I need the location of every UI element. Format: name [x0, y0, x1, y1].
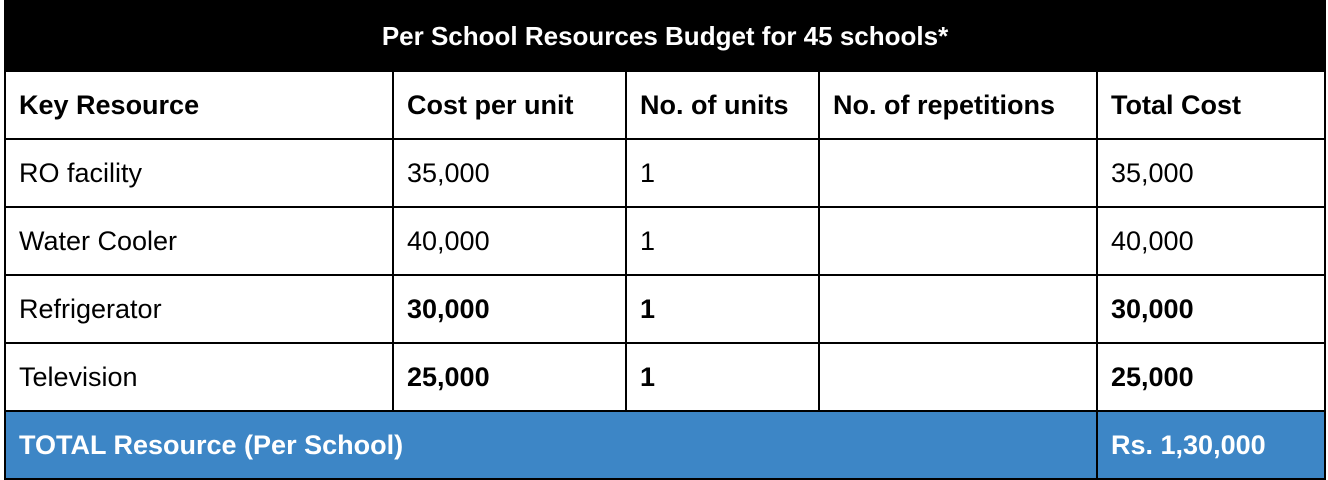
cell-units: 1 — [626, 139, 819, 207]
title-row — [5, 1, 1325, 71]
cell-units: 1 — [626, 207, 819, 275]
table-row — [5, 207, 1325, 275]
total-value: Rs. 1,30,000 — [1097, 411, 1325, 479]
table-row — [5, 275, 1325, 343]
cell-cost-per-unit: 35,000 — [393, 139, 626, 207]
header-cost-per-unit: Cost per unit — [393, 71, 626, 139]
cell-cost-per-unit: 40,000 — [393, 207, 626, 275]
cell-resource: Television — [5, 343, 393, 411]
header-total-cost: Total Cost — [1097, 71, 1325, 139]
header-no-of-repetitions: No. of repetitions — [819, 71, 1097, 139]
table-row — [5, 343, 1325, 411]
cell-total: 40,000 — [1097, 207, 1325, 275]
cell-total: 35,000 — [1097, 139, 1325, 207]
header-no-of-units: No. of units — [626, 71, 819, 139]
cell-cost-per-unit: 25,000 — [393, 343, 626, 411]
cell-total: 30,000 — [1097, 275, 1325, 343]
cell-repetitions — [819, 343, 1097, 411]
cell-resource: Refrigerator — [5, 275, 393, 343]
total-label: TOTAL Resource (Per School) — [5, 411, 1097, 479]
budget-table — [4, 0, 1326, 480]
cell-repetitions — [819, 139, 1097, 207]
cell-resource: RO facility — [5, 139, 393, 207]
header-row — [5, 71, 1325, 139]
table-title: Per School Resources Budget for 45 schools* — [5, 1, 1325, 71]
cell-repetitions — [819, 207, 1097, 275]
header-key-resource: Key Resource — [5, 71, 393, 139]
table-row — [5, 139, 1325, 207]
cell-repetitions — [819, 275, 1097, 343]
total-row — [5, 411, 1325, 479]
cell-units: 1 — [626, 275, 819, 343]
cell-total: 25,000 — [1097, 343, 1325, 411]
cell-resource: Water Cooler — [5, 207, 393, 275]
cell-cost-per-unit: 30,000 — [393, 275, 626, 343]
cell-units: 1 — [626, 343, 819, 411]
